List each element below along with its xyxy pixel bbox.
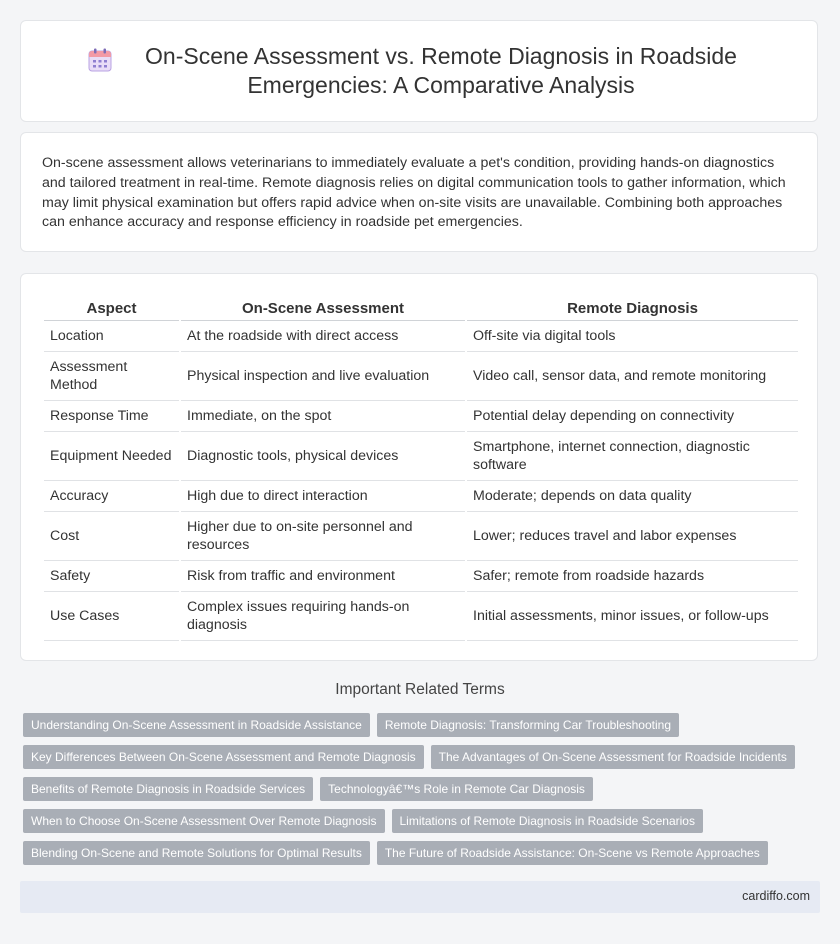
table-row [44,592,798,641]
aspect-cell: Use Cases [44,592,179,641]
related-term-tag[interactable]: The Advantages of On-Scene Assessment for Roadside Incidents [431,745,795,769]
header-remote: Remote Diagnosis [467,294,798,321]
title-card [20,20,818,122]
on-scene-cell: Complex issues requiring hands-on diagnosis [181,592,465,641]
related-term-tag[interactable]: Technologyâ€™s Role in Remote Car Diagnosis [320,777,593,801]
table-row [44,401,798,432]
table-header-row [44,294,798,321]
related-term-tag[interactable]: Understanding On-Scene Assessment in Roadside Assistance [23,713,370,737]
intro-paragraph: On-scene assessment allows veterinarians to immediately evaluate a pet's condition, providing hands-on diagnostics and tailored treatment in real-time. Remote diagnosis relies on digital communication tools to gather information, which may limit physical examination but offers rapid advice when on-site visits are unavailable. Combining both approaches can enhance accuracy and response efficiency in roadside pet emergencies. [42,155,786,231]
remote-cell: Smartphone, internet connection, diagnostic software [467,432,798,481]
header-aspect: Aspect [44,294,179,321]
related-term-tag[interactable]: Key Differences Between On-Scene Assessment and Remote Diagnosis [23,745,424,769]
on-scene-cell: At the roadside with direct access [181,321,465,352]
related-term-tag[interactable]: When to Choose On-Scene Assessment Over Remote Diagnosis [23,809,385,833]
page-title: On-Scene Assessment vs. Remote Diagnosis in Roadside Emergencies: A Comparative Analysis [145,43,737,98]
comparison-table [42,294,800,641]
remote-cell: Lower; reduces travel and labor expenses [467,512,798,561]
remote-cell: Initial assessments, minor issues, or follow-ups [467,592,798,641]
footer-site-link[interactable]: cardiffo.com [742,889,810,903]
aspect-cell: Accuracy [44,481,179,512]
related-terms-list [23,713,823,873]
remote-cell: Safer; remote from roadside hazards [467,561,798,592]
remote-cell: Moderate; depends on data quality [467,481,798,512]
related-term-tag[interactable]: The Future of Roadside Assistance: On-Scene vs Remote Approaches [377,841,768,865]
table-row [44,512,798,561]
calendar-icon [87,47,113,73]
aspect-cell: Response Time [44,401,179,432]
table-row [44,352,798,401]
related-terms-heading: Important Related Terms [335,681,505,698]
related-term-tag[interactable]: Benefits of Remote Diagnosis in Roadside Services [23,777,313,801]
table-row [44,432,798,481]
comparison-card [20,273,818,661]
on-scene-cell: Risk from traffic and environment [181,561,465,592]
remote-cell: Off-site via digital tools [467,321,798,352]
aspect-cell: Location [44,321,179,352]
on-scene-cell: Higher due to on-site personnel and resources [181,512,465,561]
on-scene-cell: Physical inspection and live evaluation [181,352,465,401]
on-scene-cell: Immediate, on the spot [181,401,465,432]
on-scene-cell: High due to direct interaction [181,481,465,512]
footer [20,881,820,913]
remote-cell: Potential delay depending on connectivity [467,401,798,432]
table-row [44,561,798,592]
on-scene-cell: Diagnostic tools, physical devices [181,432,465,481]
related-term-tag[interactable]: Limitations of Remote Diagnosis in Roadside Scenarios [392,809,703,833]
aspect-cell: Assessment Method [44,352,179,401]
aspect-cell: Equipment Needed [44,432,179,481]
aspect-cell: Cost [44,512,179,561]
related-term-tag[interactable]: Remote Diagnosis: Transforming Car Troubleshooting [377,713,679,737]
header-on-scene: On-Scene Assessment [181,294,465,321]
aspect-cell: Safety [44,561,179,592]
intro-card [20,132,818,252]
table-row [44,321,798,352]
remote-cell: Video call, sensor data, and remote monitoring [467,352,798,401]
table-row [44,481,798,512]
related-term-tag[interactable]: Blending On-Scene and Remote Solutions for Optimal Results [23,841,370,865]
